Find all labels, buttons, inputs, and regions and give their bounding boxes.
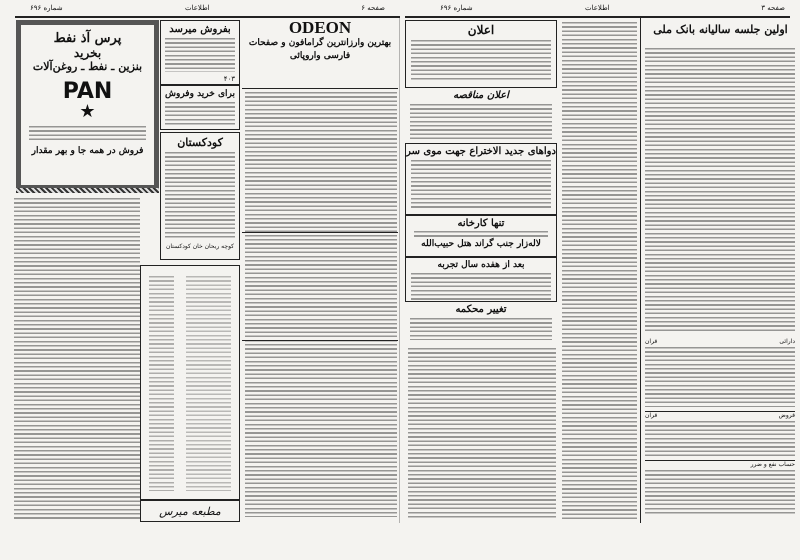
ad-body [411, 160, 551, 210]
article-column [245, 92, 397, 517]
currency-label: قران [645, 338, 658, 345]
liabilities-rows [645, 421, 795, 456]
article-column [14, 198, 140, 520]
section-body [411, 40, 551, 80]
article-column [408, 348, 556, 520]
ad-body [29, 126, 146, 140]
section-title: اعلان مناقصه [453, 90, 509, 101]
bank-report [645, 48, 795, 333]
ad-line: فارسی واروپائی [289, 51, 351, 61]
border-strip [16, 188, 159, 193]
bank-headline [643, 18, 798, 46]
balance-sheet [645, 338, 795, 518]
column-rule [640, 18, 641, 523]
vertical-text [149, 276, 174, 491]
vertical-ad [140, 265, 240, 500]
ad-title: بفروش میرسد [169, 24, 231, 35]
vertical-text [186, 276, 231, 491]
announcements [405, 20, 557, 88]
ad-subtitle: لاله‌زار جنب گراند هتل حبیب‌الله [421, 239, 541, 249]
page-fold [399, 18, 400, 523]
ad-line: بهترین وارزانترین گرامافون و صفحات [248, 38, 392, 48]
assets-rows [645, 347, 795, 407]
sale-ad [160, 20, 240, 85]
factory-ad [405, 215, 557, 257]
masthead-title: اطلاعات [585, 4, 610, 12]
ad-footer: کوچه ریحان خان کودکستان [165, 243, 235, 250]
ad-number: ۴۰۳ [223, 75, 235, 83]
page-number: صفحه ۶ [361, 4, 385, 12]
ad-title: پرس آذ نفط [53, 31, 122, 46]
ad-body [414, 231, 548, 237]
masthead-title: اطلاعات [185, 4, 210, 12]
profit-loss-label: حساب نفع و ضرر [645, 460, 795, 468]
ad-body [165, 102, 235, 126]
tender-notice [405, 90, 557, 145]
ad-body [411, 273, 551, 301]
ad-title: تنها کارخانه [457, 218, 505, 229]
star-icon: ★ [79, 101, 96, 122]
court-notice [405, 304, 557, 344]
press-ad [140, 500, 240, 522]
ad-title: مطبعه میرس [159, 504, 221, 518]
fuel-ad [16, 20, 159, 190]
issue-number: شماره ۶۹۶ [30, 4, 63, 12]
odeon-brand: ODEON [288, 18, 352, 37]
ad-title: دواهای جدید الاختراع جهت موی سر [406, 146, 556, 157]
ad-footer: فروش در همه جا و بهر مقدار [31, 146, 144, 156]
left-page [0, 0, 400, 530]
section-title: تغییر محکمه [455, 304, 507, 315]
divider [242, 340, 398, 341]
assets-label: دارائی [779, 338, 795, 345]
section-body [410, 104, 552, 140]
currency-label: قران [645, 412, 658, 419]
ad-body [165, 152, 235, 240]
section-title: اولین جلسه سالیانه بانک ملی [653, 23, 788, 36]
page-number: صفحه ۳ [761, 4, 785, 12]
ad-body [165, 38, 235, 72]
ad-title: بعد از هفده سال تجربه [437, 260, 525, 270]
ad-line: بنزین ـ نفط ـ روغن‌آلات [32, 60, 143, 73]
divider [242, 232, 398, 233]
liabilities-label: قروض [778, 412, 795, 419]
kindergarten-ad [160, 132, 240, 260]
experience-ad [405, 257, 557, 302]
issue-number: شماره ۶۹۶ [440, 4, 473, 12]
buy-sell-ad [160, 85, 240, 130]
pan-logo: PAN [62, 79, 113, 104]
article-column [562, 22, 637, 520]
section-body [410, 318, 552, 340]
profit-loss-rows [645, 470, 795, 515]
odeon-ad [242, 18, 398, 89]
hair-medicine-ad [405, 143, 557, 215]
section-title: اعلان [467, 23, 495, 37]
ad-title: برای خرید وفروش [165, 89, 235, 99]
right-page [400, 0, 800, 530]
ad-title: کودکستان [177, 136, 223, 149]
ad-line: بخرید [73, 46, 102, 60]
